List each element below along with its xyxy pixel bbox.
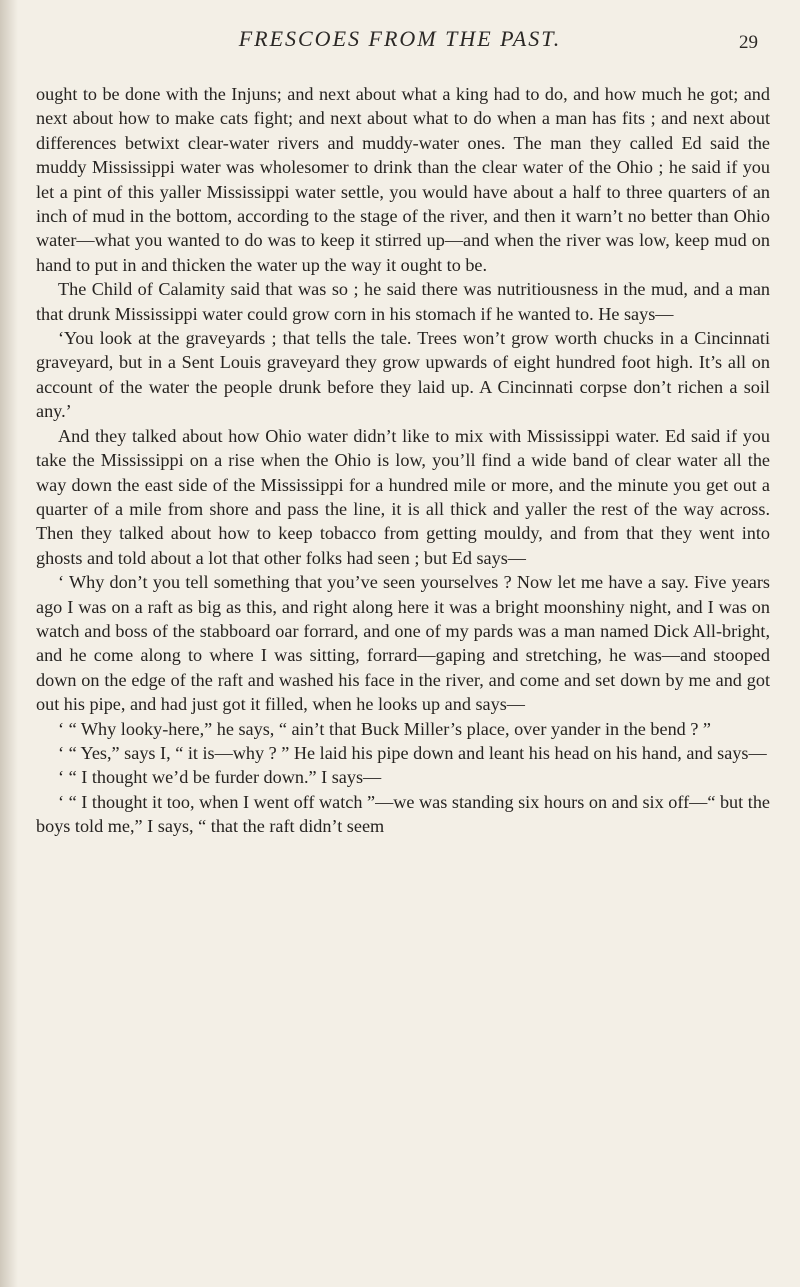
page-gutter-shadow <box>0 0 18 1287</box>
paragraph: ought to be done with the Injuns; and next about what a king had to do, and how much he got; and next about how to make cats fight; and next about what to do when a man has fits ; and next about differences betwixt clear-water rivers and muddy-water ones. The man they called Ed said the muddy Mississippi water was wholesomer to drink than the clear water of the Ohio ; he said if you let a pint of this yaller Mississippi water settle, you would have about a half to three quarters of an inch of mud in the bottom, according to the stage of the river, and then it warn’t no better than Ohio water—what you wanted to do was to keep it stirred up—and when the river was low, keep mud on hand to put in and thicken the water up the way it ought to be. <box>36 84 770 275</box>
paragraph: ‘ Why don’t you tell something that you’ve seen yourselves ? Now let me have a say. Five years ago I was on a raft as big as this, and right along here it was a bright moonshiny night, and I was on watch and boss of the stabboard oar forrard, and one of my pards was a man named Dick All-bright, and he come along to where I was sitting, forrard—gaping and stretching, he was—and stooped down on the edge of the raft and washed his face in the river, and come and set down by me and got out his pipe, and had just got it filled, when he looks up and says— <box>36 572 770 715</box>
paragraph: The Child of Calamity said that was so ; he said there was nutritiousness in the mud, and a man that drunk Mississippi water could grow corn in his stomach if he wanted to. He says— <box>36 279 770 324</box>
page-number: 29 <box>739 32 758 53</box>
paragraph: ‘ “ Why looky-here,” he says, “ ain’t that Buck Miller’s place, over yander in the bend ? ” <box>58 718 712 739</box>
paragraph: And they talked about how Ohio water didn’t like to mix with Mississippi water. Ed said if you take the Mississippi on a rise when the Ohio is low, you’ll find a wide band of clear water all the way down the east side of the Mississippi for a hundred mile or more, and the minute you get out a quarter of a mile from shore and pass the line, it is all thick and yaller the rest of the way across. Then they talked about how to keep tobacco from getting mouldy, and from that they went into ghosts and told about a lot that other folks had seen ; but Ed says— <box>36 425 770 568</box>
paragraph: ‘ “ I thought it too, when I went off watch ”—we was standing six hours on and six off—“ but the boys told me,” I says, “ that the raft didn’t seem <box>36 791 770 837</box>
body-text <box>36 82 770 839</box>
page-header <box>0 26 800 66</box>
paragraph: ‘ “ I thought we’d be furder down.” I says— <box>58 767 382 788</box>
running-title: FRESCOES FROM THE PAST. <box>238 26 562 51</box>
paragraph: ‘ “ Yes,” says I, “ it is—why ? ” He laid his pipe down and leant his head on his hand, and says— <box>58 742 767 763</box>
paragraph: ‘You look at the graveyards ; that tells the tale. Trees won’t grow worth chucks in a Cincinnati graveyard, but in a Sent Louis graveyard they grow upwards of eight hundred foot high. It’s all on account of the water the people drunk before they laid up. A Cincinnati corpse don’t richen a soil any.’ <box>36 328 770 422</box>
